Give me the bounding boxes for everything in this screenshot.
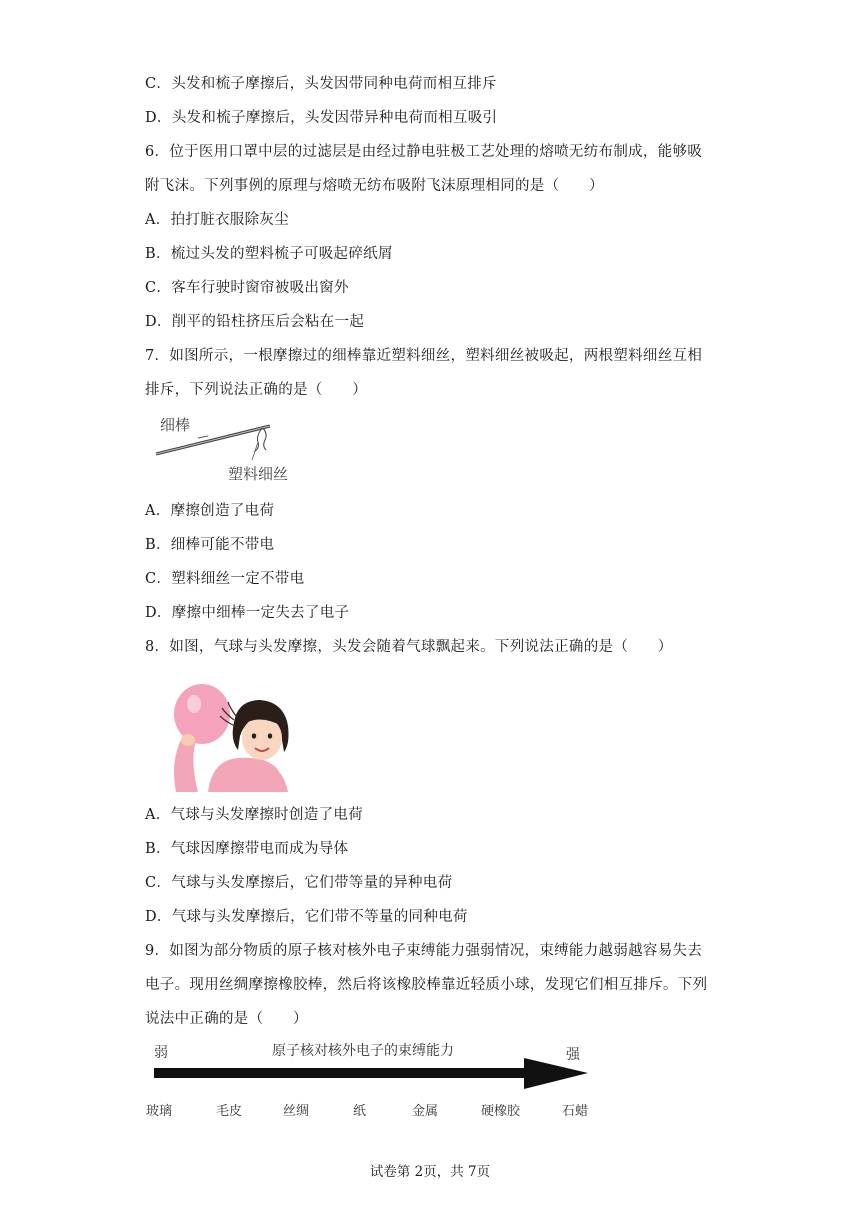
figure-rod-threads [150, 408, 310, 488]
page-footer: 试卷第 2页，共 7页 [369, 1164, 491, 1180]
q9-stem-line2: 电子。现用丝绸摩擦橡胶棒，然后将该橡胶棒靠近轻质小球，发现它们相互排斥。下列 [145, 977, 708, 993]
q8-option-d: D．气球与头发摩擦后，它们带不等量的同种电荷 [145, 909, 468, 925]
rod-label-leader [198, 436, 208, 438]
thread-left [254, 428, 262, 452]
thread-label-leader [252, 442, 258, 460]
rod-label: 细棒 [160, 416, 191, 434]
girl-balloon-illustration [168, 680, 304, 792]
q9-stem-line1: 9．如图为部分物质的原子核对核外电子束缚能力强弱情况，束缚能力越弱越容易失去 [145, 943, 703, 959]
q7-option-c: C．塑料细丝一定不带电 [145, 571, 305, 587]
q5-option-c: C．头发和梳子摩擦后，头发因带同种电荷而相互排斥 [145, 76, 497, 92]
material-metal: 金属 [412, 1104, 439, 1119]
q8-option-a: A．气球与头发摩擦时创造了电荷 [145, 807, 363, 823]
q8-option-b: B．气球因摩擦带电而成为导体 [145, 841, 349, 857]
q6-option-d: D．削平的铅柱挤压后会粘在一起 [145, 314, 365, 330]
material-hard-rubber: 硬橡胶 [481, 1104, 521, 1119]
q7-option-a: A．摩擦创造了电荷 [145, 503, 275, 519]
q6-option-b: B．梳过头发的塑料梳子可吸起碎纸屑 [145, 246, 393, 262]
q7-option-b: B．细棒可能不带电 [145, 537, 275, 553]
strong-label: 强 [566, 1047, 580, 1063]
balloon-shape [174, 684, 230, 744]
arrow-title: 原子核对核外电子的束缚能力 [272, 1043, 454, 1059]
q7-stem-line1: 7．如图所示，一根摩擦过的细棒靠近塑料细丝，塑料细丝被吸起，两根塑料细丝互相 [145, 348, 703, 364]
material-fur: 毛皮 [216, 1104, 243, 1119]
binding-arrow [152, 1058, 592, 1090]
material-silk: 丝绸 [283, 1104, 310, 1119]
hand-shape [181, 734, 195, 746]
figure-girl-balloon [168, 680, 304, 792]
thread-right [263, 428, 266, 450]
q6-stem-line2: 附飞沫。下列事例的原理与熔喷无纺布吸附飞沫原理相同的是（ ） [145, 178, 604, 194]
q6-option-a: A．拍打脏衣服除灰尘 [145, 212, 289, 228]
material-paper: 纸 [353, 1104, 367, 1119]
q8-option-c: C．气球与头发摩擦后，它们带等量的异种电荷 [145, 875, 453, 891]
q6-option-c: C．客车行驶时窗帘被吸出窗外 [145, 280, 349, 296]
q5-option-d: D．头发和梳子摩擦后，头发因带异种电荷而相互吸引 [145, 110, 498, 126]
q6-stem-line1: 6．位于医用口罩中层的过滤层是由经过静电驻极工艺处理的熔喷无纺布制成，能够吸 [145, 144, 703, 160]
material-paraffin: 石蜡 [562, 1104, 589, 1119]
arrow-drawing [152, 1058, 592, 1090]
q9-stem-line3: 说法中正确的是（ ） [145, 1011, 308, 1027]
thread-label: 塑料细丝 [228, 465, 289, 483]
material-glass: 玻璃 [146, 1104, 173, 1119]
q7-option-d: D．摩擦中细棒一定失去了电子 [145, 605, 350, 621]
balloon-highlight [187, 695, 201, 713]
q8-stem: 8．如图，气球与头发摩擦，头发会随着气球飘起来。下列说法正确的是（ ） [145, 639, 673, 655]
q7-stem-line2: 排斥，下列说法正确的是（ ） [145, 382, 367, 398]
weak-label: 弱 [154, 1045, 168, 1061]
